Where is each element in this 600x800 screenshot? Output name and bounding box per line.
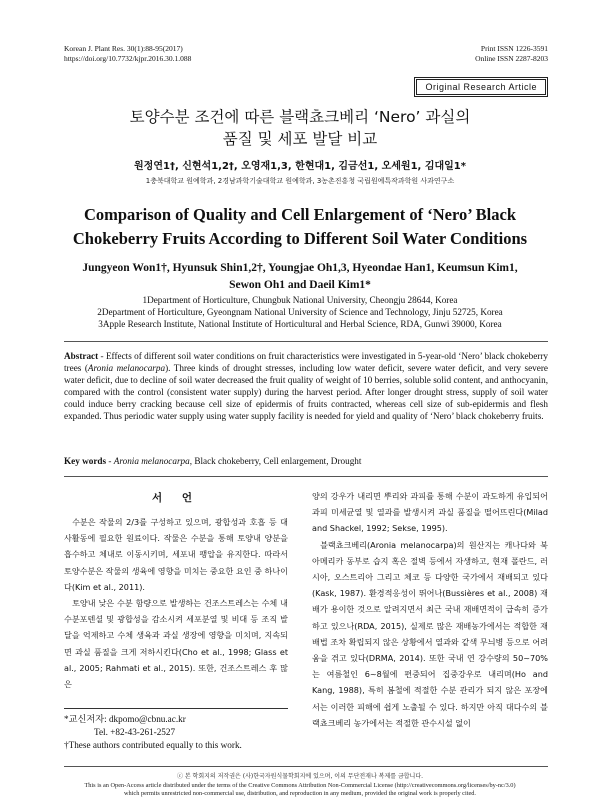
- body-paragraph: 수분은 작물의 2/3를 구성하고 있으며, 광합성과 호흡 등 대사활동에 필요한 원료이다. 작물은 수분을 통해 토양내 양분을 흡수하고 체내로 이동시키며, 세포내 팽압을 유지한다. 따라서 토양수분은 작물의 생육에 영향을 미치는 중요한 요인 중 하나이다(Kim et al., 2011).: [64, 517, 288, 592]
- affiliation-1: 1Department of Horticulture, Chungbuk National University, Cheongju 28644, Korea: [142, 295, 458, 305]
- english-title-line1: Comparison of Quality and Cell Enlargement of ‘Nero’ Black: [83, 205, 517, 224]
- korean-title: [60, 106, 540, 150]
- english-title-line2: Chokeberry Fruits According to Different Soil Water Conditions: [72, 229, 528, 248]
- body-paragraph: 블랙쵸크베리(Aronia melanocarpa)의 원산지는 캐나다와 북아메리카 동부로 습지 혹은 절벽 등에서 자생하고, 현재 폴란드, 러시아, 오스트리아 그리고 체코 등 다양한 국가에서 재배되고 있다(Kask, 1987). 환경적응성이 뛰어나(Bussières et al., 2008) 재배가 용이한 것으로 알려지면서 최근 국내 재배면적이 급속히 증가하고 있으나(RDA, 2015), 실제로 많은 재배농가에서는 적합한 재배법 조차 확립되지 않은 상황에서 열과와 같색 무늬병 등으로 어려움을 겪고 있다(DRMA, 2014). 또한 국내 연 강수량의 50~70%는 여름철인 6~8월에 편중되어 집중강우로 내리며(Ho and Kang, 1988), 특히 봄철에 적절한 수분 관리가 되지 않은 포장에서는 이러한 피해에 쉽게 노출될 수 있다. 하지만 아직 대다수의 블랙쵸크베리 농가에서는 적절한 관수시설 없이: [312, 539, 548, 728]
- abstract-top-divider: [64, 341, 548, 342]
- korean-title-line2: 품질 및 세포 발달 비교: [222, 130, 378, 148]
- journal-citation: Korean J. Plant Res. 30(1):88-95(2017): [64, 44, 183, 53]
- korean-title-line1: 토양수분 조건에 따른 블랙쵸크베리 ‘Nero’ 과실의: [129, 108, 471, 126]
- license-line1: This is an Open-Access article distributed under the terms of the Creative Commons Attribution Non-Commercial License (http://creativecommons.org/licenses/by-nc/3.0): [84, 782, 516, 789]
- english-authors-line1: Jungyeon Won1†, Hyunsuk Shin1,2†, Youngjae Oh1,3, Hyeondae Han1, Keumsun Kim1,: [82, 262, 518, 274]
- article-type-label: Original Research Article: [416, 79, 546, 95]
- keywords: [64, 456, 548, 466]
- corresponding-author-footnote: [64, 708, 288, 752]
- keywords-label: Key words: [64, 456, 107, 466]
- keywords-rest: , Black chokeberry, Cell enlargement, Drought: [189, 456, 362, 466]
- english-authors: [60, 260, 540, 294]
- abstract: [64, 350, 548, 423]
- english-affiliations: [40, 294, 560, 330]
- abstract-text-b: ). Three kinds of drought stresses, including low water deficit, severe water deficit, and very severe water deficit, due to decline of soil water decreased the fruit quality of weight of 10 berries, soluble solid content, and anthocyanin, compared with the control (consistent water supply) during the harvest period. After longer drought stress, supply of soil water could induce berry cracking because cell size of epidermis of fruits contracted, whereas cell size of sub-epidermis and flesh expanded. Thus periodic water supply using water supply facility is needed for yield and quality of ‘Nero’ black chokeberry fruits.: [64, 363, 548, 422]
- english-title: [50, 203, 550, 251]
- issn-header: [475, 44, 548, 64]
- footer-divider: [64, 766, 548, 767]
- journal-header: [64, 44, 191, 64]
- print-issn: Print ISSN 1226-3591: [480, 44, 548, 53]
- corresponding-email: *교신저자: dkpomo@cbnu.ac.kr: [64, 714, 186, 724]
- article-type-badge: [414, 77, 548, 97]
- body-left-column: [64, 488, 288, 692]
- license-notice: [40, 782, 560, 797]
- abstract-text-a: - Effects of different soil water conditions on fruit characteristics were investigated in 5-year-old ‘Nero’ black chokeberry trees (: [64, 351, 548, 374]
- abstract-label: Abstract: [64, 351, 99, 361]
- section-heading-introduction: 서 언: [152, 492, 200, 504]
- affiliation-3: 3Apple Research Institute, National Institute of Horticultural and Herbal Science, RDA, Gunwi 39000, Korea: [98, 319, 502, 329]
- body-right-column: [312, 488, 548, 731]
- equal-contribution-note: †These authors contributed equally to this work.: [64, 740, 242, 750]
- korean-authors: 원정연1†, 신현석1,2†, 오영재1,3, 한현대1, 김금선1, 오세원1, 김대일1*: [134, 161, 466, 172]
- doi-link[interactable]: https://doi.org/10.7732/kjpr.2016.30.1.088: [64, 54, 192, 63]
- online-issn: Online ISSN 2287-8203: [475, 54, 548, 63]
- english-authors-line2: Sewon Oh1 and Daeil Kim1*: [229, 279, 371, 291]
- license-line2: which permits unrestricted non-commercial use, distribution, and reproduction in any medium, provided the original work is properly cited.: [123, 789, 476, 797]
- body-paragraph: 토양내 낮은 수분 함량으로 발생하는 건조스트레스는 수체 내 수분포텐셜 및 광합성을 감소시켜 세포분열 및 비대 등 조직 발달을 억제하고 수체 생육과 과실 생장에 영향을 미치며, 지속되면 과실 품질을 크게 저하시킨다(Cho et al., 1998; Glass et al., 2005; Rahmati et al., 2015). 또한, 건조스트레스 후 많은: [64, 598, 288, 690]
- body-paragraph: 양의 강우가 내리면 뿌리와 과피를 통해 수분이 과도하게 유입되어 과피 미세균열 및 열과를 발생시켜 과실 품질을 떨어뜨린다(Milad and Shackel, 1992; Sekse, 1995).: [312, 491, 548, 534]
- copyright-notice: ⓒ 본 학회지의 저작권은 (사)한국자원식물학회지에 있으며, 이의 무단전재나 복제를 금합니다.: [176, 773, 424, 780]
- keywords-species: Aronia melanocarpa: [113, 456, 190, 466]
- affiliation-2: 2Department of Horticulture, Gyeongnam National University of Science and Technology, Jinju 52725, Korea: [97, 307, 503, 317]
- keywords-bottom-divider: [64, 476, 548, 477]
- abstract-species: Aronia melanocarpa: [87, 363, 166, 374]
- keywords-dash: -: [106, 456, 114, 466]
- korean-affiliations: 1충북대학교 원예학과, 2경남과학기술대학교 원예학과, 3농촌진흥청 국립원예특작과학원 사과연구소: [145, 177, 455, 185]
- corresponding-tel: Tel. +82-43-261-2527: [94, 727, 176, 737]
